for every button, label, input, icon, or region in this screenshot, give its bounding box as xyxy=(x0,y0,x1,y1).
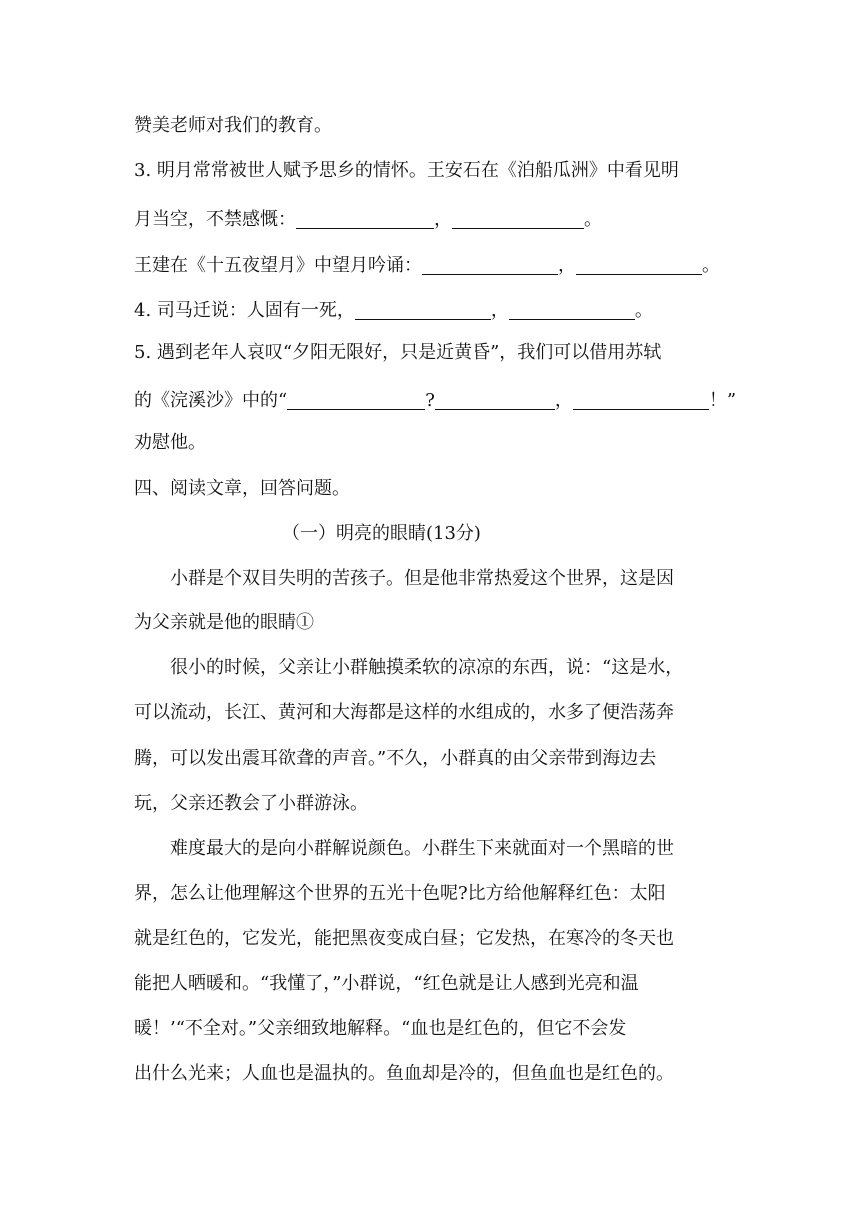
paragraph-line: 界，怎么让他理解这个世界的五光十色呢?比方给他解释红色：太阳 xyxy=(134,883,666,904)
question-5-line-3: 劝慰他。 xyxy=(134,432,206,453)
answer-blank[interactable] xyxy=(573,389,709,410)
text-segment: 。 xyxy=(702,255,720,276)
text-segment: ！” xyxy=(708,390,737,411)
text-segment: 王建在《十五夜望月》中望月吟诵： xyxy=(134,255,422,276)
paragraph-line: 腾，可以发出震耳欲聋的声音。”不久，小群真的由父亲带到海边去 xyxy=(134,748,657,769)
paragraph-line: 可以流动，长江、黄河和大海都是这样的水组成的，水多了便浩荡奔 xyxy=(134,702,674,723)
text-segment: ， xyxy=(490,300,509,321)
passage-title: （一）明亮的眼睛(13分) xyxy=(282,523,481,544)
text-segment: 的《浣溪沙》中的“ xyxy=(134,390,288,411)
paragraph-line: 难度最大的是向小群解说颜色。小群生下来就面对一个黑暗的世 xyxy=(170,838,674,859)
text-segment: 月当空，不禁感慨： xyxy=(134,209,296,230)
text-segment: ， xyxy=(434,209,452,230)
answer-blank[interactable] xyxy=(509,299,635,320)
question-3-line-3 xyxy=(134,254,720,275)
paragraph-line: 暖！’“不全对。”父亲细致地解释。“血也是红色的，但它不会发 xyxy=(134,1018,627,1039)
paragraph-line: 就是红色的，它发光，能把黑夜变成白昼；它发热，在寒冷的冬天也 xyxy=(134,928,674,949)
paragraph-line: 玩，父亲还教会了小群游泳。 xyxy=(134,793,368,814)
section-heading: 四、阅读文章，回答问题。 xyxy=(134,478,350,499)
text-line: 赞美老师对我们的教育。 xyxy=(134,115,332,136)
answer-blank[interactable] xyxy=(296,208,434,229)
question-3-line-2 xyxy=(134,208,602,229)
text-segment: 。 xyxy=(584,209,602,230)
question-5-line-1: 5. 遇到老年人哀叹“夕阳无限好，只是近黄昏”，我们可以借用苏轼 xyxy=(134,342,662,363)
paragraph-line: 为父亲就是他的眼睛① xyxy=(134,612,314,633)
text-segment: ， xyxy=(554,390,573,411)
text-segment: 。 xyxy=(634,300,653,321)
paragraph-line: 小群是个双目失明的苦孩子。但是他非常热爱这个世界，这是因 xyxy=(170,568,674,589)
question-4-line xyxy=(134,299,653,320)
answer-blank[interactable] xyxy=(287,389,425,410)
text-segment: ? xyxy=(425,390,435,411)
question-5-line-2 xyxy=(134,389,736,410)
answer-blank[interactable] xyxy=(576,254,702,275)
question-3-line-1: 3. 明月常常被世人赋予思乡的情怀。王安石在《泊船瓜洲》中看见明 xyxy=(134,160,679,181)
paragraph-line: 出什么光来；人血也是温执的。鱼血却是冷的，但鱼血也是红色的。 xyxy=(134,1063,674,1084)
paragraph-line: 能把人晒暖和。“我懂了，”小群说，“红色就是让人感到光亮和温 xyxy=(134,973,639,994)
paragraph-line: 很小的时候，父亲让小群触摸柔软的凉凉的东西，说：“这是水， xyxy=(170,657,684,678)
answer-blank[interactable] xyxy=(355,299,491,320)
answer-blank[interactable] xyxy=(435,389,555,410)
text-segment: 4. 司马迁说：人固有一死， xyxy=(134,300,355,321)
answer-blank[interactable] xyxy=(422,254,558,275)
answer-blank[interactable] xyxy=(452,208,584,229)
text-segment: ， xyxy=(558,255,576,276)
